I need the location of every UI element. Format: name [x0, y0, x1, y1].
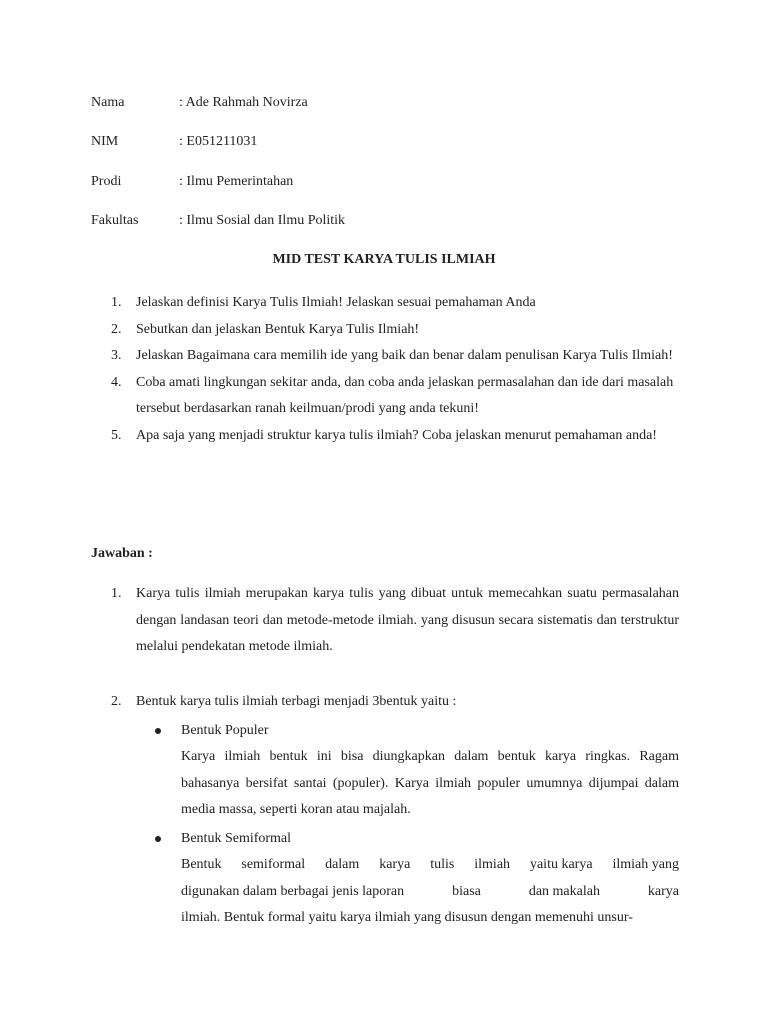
answer-item-1 — [91, 581, 679, 661]
bullet-icon — [155, 728, 161, 734]
line-word: ilmiah yang — [612, 857, 679, 872]
question-text: Jelaskan Bagaimana cara memilih ide yang baik dan benar dalam penulisan Karya Tulis Ilmiah! — [136, 348, 673, 363]
question-text: Jelaskan definisi Karya Tulis Ilmiah! Jelaskan sesuai pemahaman Anda — [136, 295, 536, 310]
bullet-line-1 — [181, 852, 679, 879]
bullet-line-3: ilmiah. Bentuk formal yaitu karya ilmiah yang disusun dengan memenuhi unsur- — [181, 910, 633, 925]
line-word: yaitu karya — [529, 857, 593, 872]
line-word: digunakan dalam berbagai jenis laporan — [181, 883, 405, 899]
identity-label: NIM — [91, 134, 119, 149]
bullet-text: Karya ilmiah bentuk ini bisa diungkapkan dalam bentuk karya ringkas. Ragam bahasanya bersifat santai (populer). Karya ilmiah populer umumnya dijumpai dalam media massa, seperti koran atau majalah. — [181, 749, 679, 817]
bullet-item-semiformal — [181, 826, 679, 932]
line-word: ilmiah — [474, 857, 511, 872]
question-text: Coba amati lingkungan sekitar anda, dan coba anda jelaskan permasalahan dan ide dari masalah tersebut berdasarkan ranah keilmuan/prodi yang anda tekuni! — [136, 374, 674, 416]
answer-number: 2. — [111, 694, 122, 709]
identity-label: Prodi — [91, 174, 122, 189]
line-word: karya — [379, 857, 411, 872]
bullet-text-line — [181, 852, 679, 932]
bullet-title: Bentuk Populer — [181, 722, 269, 738]
identity-value: : E051211031 — [179, 134, 258, 149]
identity-label: Nama — [91, 95, 125, 110]
question-number: 4. — [111, 374, 122, 390]
identity-label: Fakultas — [91, 213, 139, 228]
question-text: Apa saja yang menjadi struktur karya tulis ilmiah? Coba jelaskan menurut pemahaman anda! — [136, 427, 657, 443]
line-word: Bentuk — [181, 857, 222, 872]
line-word: tulis — [430, 857, 455, 872]
identity-row-prodi — [91, 172, 293, 192]
answer-number: 1. — [111, 586, 122, 601]
bullet-item-populer — [181, 718, 679, 824]
identity-row-fakultas — [91, 211, 345, 231]
answer-text: Karya tulis ilmiah merupakan karya tulis yang dibuat untuk memecahkan suatu permasalahan dengan landasan teori dan metode-metode ilmiah. yang disusun secara sistematis dan terstruktur melalui pendekatan metode ilmiah. — [136, 586, 679, 654]
document-title: MID TEST KARYA TULIS ILMIAH — [272, 252, 496, 267]
identity-row-nim — [91, 132, 257, 152]
line-word: biasa — [452, 883, 481, 899]
line-word: dan makalah — [528, 883, 600, 899]
question-item — [91, 370, 681, 423]
question-item — [91, 317, 681, 344]
question-item — [91, 290, 681, 317]
bullet-title: Bentuk Semiformal — [181, 830, 292, 846]
bullet-icon — [155, 836, 161, 842]
answer-item-2 — [91, 689, 679, 932]
question-item — [91, 423, 681, 450]
line-word: semiformal — [241, 857, 306, 872]
answer-intro: Bentuk karya tulis ilmiah terbagi menjadi 3bentuk yaitu : — [136, 694, 457, 709]
question-text: Sebutkan dan jelaskan Bentuk Karya Tulis Ilmiah! — [136, 321, 420, 337]
identity-value: : Ilmu Sosial dan Ilmu Politik — [179, 213, 346, 228]
question-list — [91, 290, 681, 449]
question-number: 2. — [111, 321, 122, 337]
line-word: dalam — [325, 857, 360, 872]
identity-row-name — [91, 93, 308, 113]
question-number: 3. — [111, 348, 122, 363]
question-item — [91, 343, 681, 370]
bullet-line-2 — [181, 879, 679, 906]
identity-value: : Ade Rahmah Novirza — [179, 95, 308, 110]
question-number: 5. — [111, 427, 122, 443]
question-number: 1. — [111, 295, 122, 310]
answers-heading: Jawaban : — [91, 546, 153, 561]
line-word: karya — [647, 883, 679, 899]
identity-value: : Ilmu Pemerintahan — [179, 174, 294, 189]
